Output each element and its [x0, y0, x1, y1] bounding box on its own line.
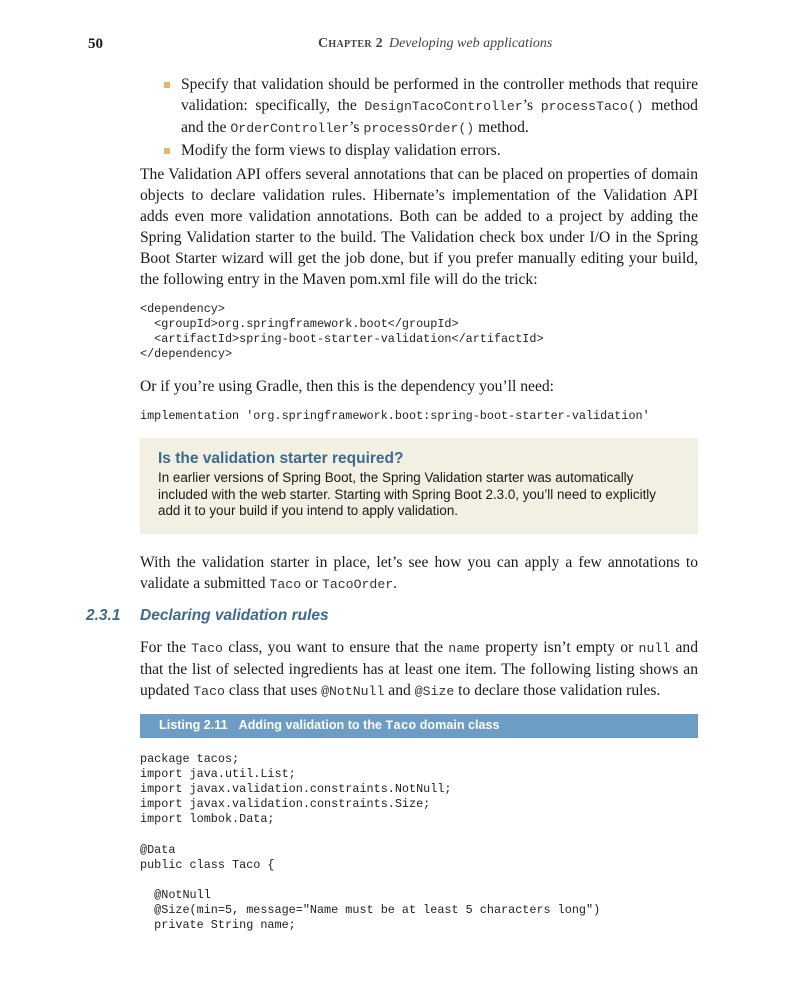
sidebar-body: In earlier versions of Spring Boot, the Spring Validation starter was automatically included with the web starter. Starting with Spring Boot 2.3.0, you’ll need to explicitly add it to your build if you intend to apply validation. — [158, 470, 656, 519]
inline-code: DesignTacoController — [364, 99, 523, 114]
listing-number: Listing 2.11 — [159, 717, 228, 732]
section-heading — [86, 606, 698, 629]
sidebar-note — [140, 438, 698, 534]
text-run: With the validation starter in place, let’s see how you can apply a few annotations to validate a submitted — [140, 553, 698, 592]
paragraph: The Validation API offers several annotations that can be placed on properties of domain objects to declare validation rules. Hibernate’s implementation of the Validation API adds even more validation annotations. Both can be added to a project by adding the Spring Validation starter to the build. The Validation check box under I/O in the Spring Boot Starter wizard will get the job done, but if you prefer manually editing your build, the following entry in the Maven pom.xml file will do the trick: — [140, 166, 698, 288]
maven-code-block: <dependency> <groupId>org.springframework.boot</groupId> <artifactId>spring-boot-starter-validation</artifactId> </dependency> — [140, 302, 544, 362]
inline-code: @NotNull — [321, 683, 385, 699]
section-number: 2.3.1 — [86, 606, 121, 624]
text-run: For the — [140, 638, 192, 656]
section-title: Declaring validation rules — [140, 606, 329, 624]
inline-code: OrderController — [230, 121, 350, 136]
listing-title: Adding validation to the — [238, 717, 386, 732]
paragraph — [140, 552, 698, 595]
inline-code: @Size — [414, 683, 455, 699]
inline-code: TacoOrder — [321, 576, 394, 592]
bullet-text: ’s — [349, 119, 364, 136]
bullet-square-icon — [164, 148, 170, 154]
listing-title-code: Taco — [385, 717, 417, 733]
inline-code: processOrder() — [363, 121, 475, 136]
inline-code: processTaco() — [540, 99, 644, 114]
page-header — [88, 36, 699, 56]
bullet-item — [140, 74, 698, 139]
text-run: and — [384, 681, 415, 699]
page-content — [86, 74, 698, 947]
bullet-text: method. — [474, 119, 529, 136]
inline-code: Taco — [193, 683, 225, 699]
page-number: 50 — [88, 36, 103, 52]
bullet-square-icon — [164, 82, 170, 88]
bullet-text: ’s — [522, 97, 541, 114]
text-run: . — [393, 574, 398, 592]
gradle-code-block: implementation 'org.springframework.boot:spring-boot-starter-validation' — [140, 409, 650, 424]
listing-code-block: package tacos; import java.util.List; import javax.validation.constraints.NotNull; import javax.validation.constraints.Size; import lombok.Data; @Data public class Taco { @NotNull @Size(min=5, message="Name must be at least 5 characters long") private String name; — [140, 751, 601, 932]
text-run: or — [301, 574, 322, 592]
paragraph — [140, 637, 698, 702]
listing-caption — [140, 714, 698, 738]
text-run: to declare those validation rules. — [454, 681, 661, 699]
listing-title-end: domain class — [416, 717, 500, 732]
chapter-title: Developing web applications — [388, 36, 553, 51]
text-run: and that the list of selected ingredients has at least one item. The following listing shows an updated — [140, 638, 698, 699]
bullet-item — [140, 140, 698, 161]
paragraph: Or if you’re using Gradle, then this is the dependency you’ll need: — [140, 378, 554, 396]
chapter-label: Chapter 2 — [318, 36, 383, 51]
inline-code: Taco — [191, 640, 223, 656]
bullet-text: method and the — [181, 97, 698, 136]
text-run: property isn’t empty or — [479, 638, 639, 656]
inline-code: name — [448, 640, 480, 656]
text-run: class, you want to ensure that the — [222, 638, 449, 656]
text-run: class that uses — [224, 681, 322, 699]
bullet-text: Specify that validation should be performed in the controller methods that require validation: specifically, the — [181, 76, 698, 114]
bullet-list — [140, 74, 698, 161]
inline-code: Taco — [269, 576, 302, 592]
inline-code: null — [638, 640, 671, 656]
sidebar-title: Is the validation starter required? — [158, 450, 404, 468]
bullet-text: Modify the form views to display validation errors. — [181, 142, 501, 159]
running-head — [318, 36, 552, 52]
